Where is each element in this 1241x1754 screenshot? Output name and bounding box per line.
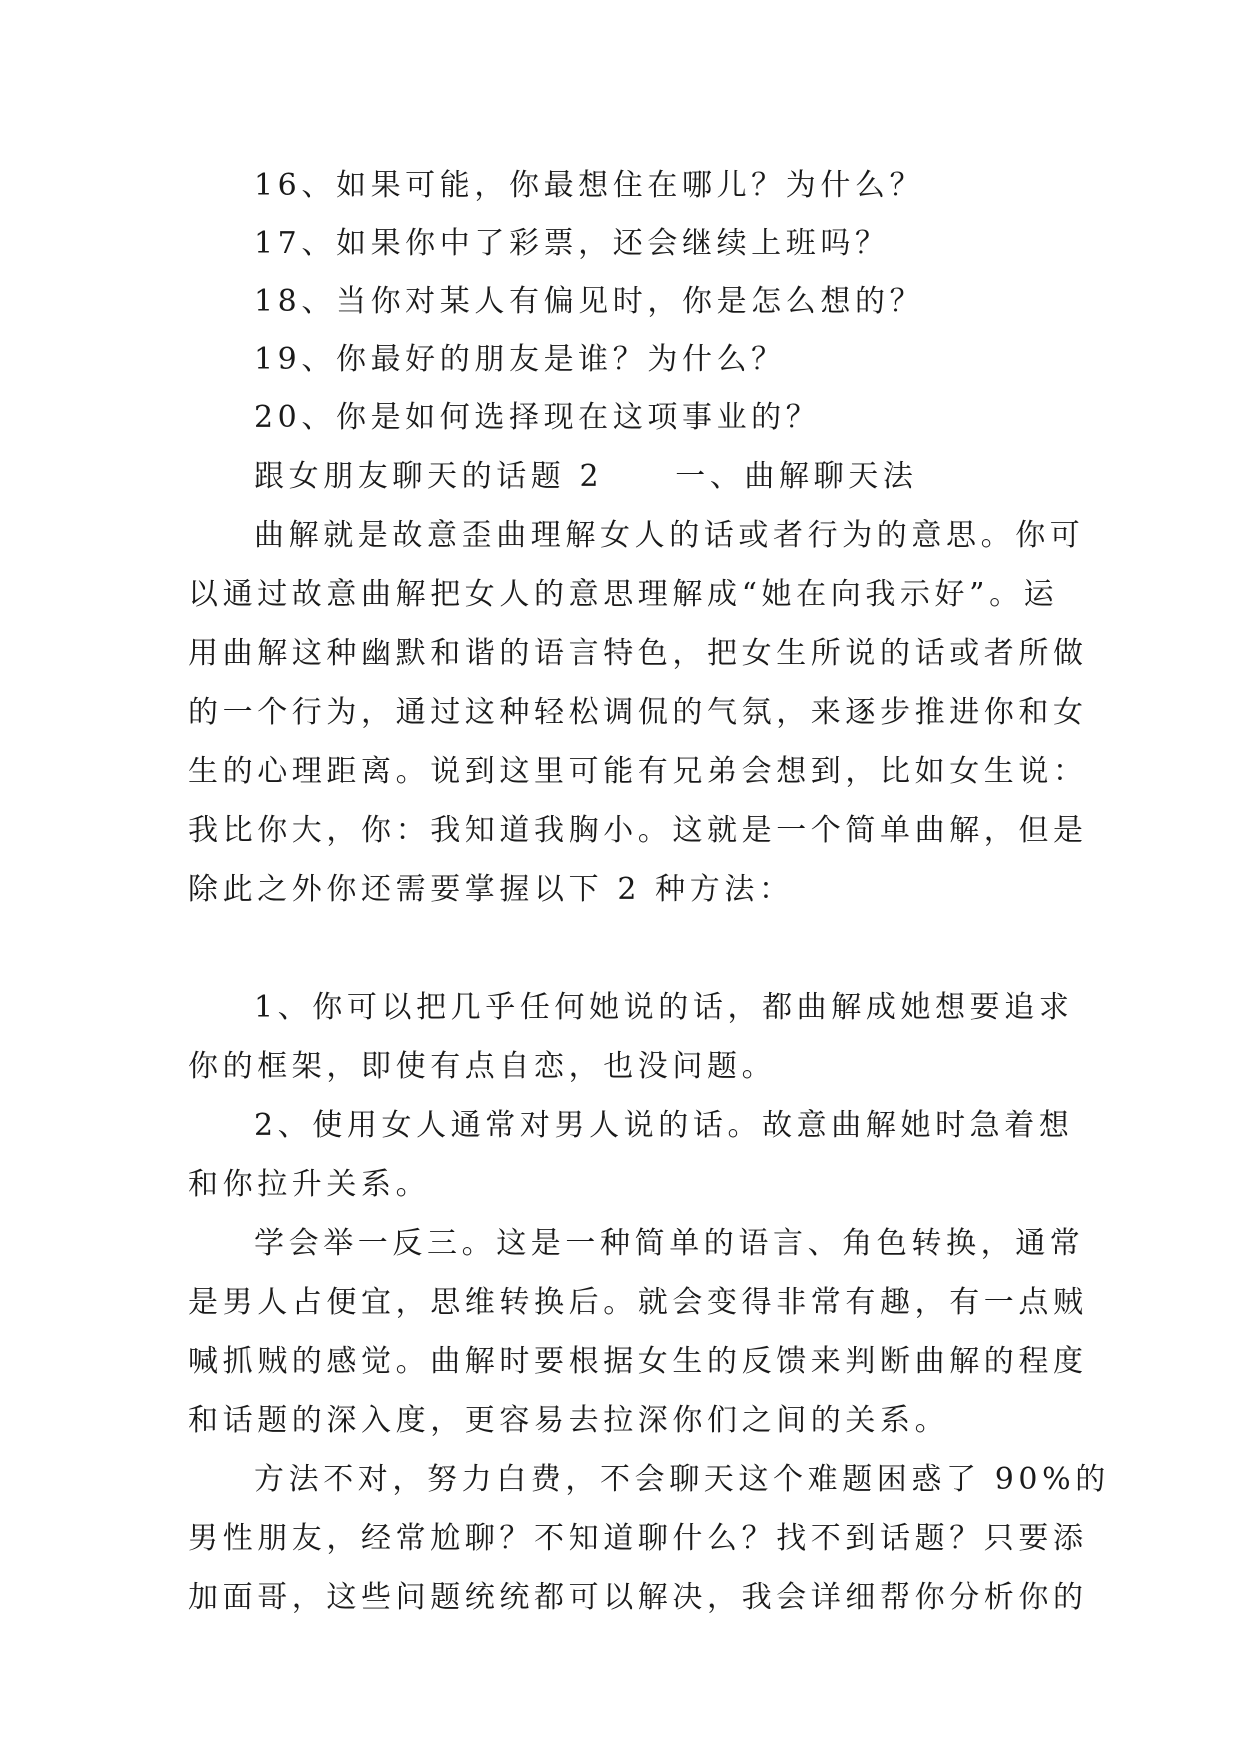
paragraph-line: 以通过故意曲解把女人的意思理解成“她在向我示好”。运 (188, 577, 1059, 612)
paragraph-line: 曲解就是故意歪曲理解女人的话或者行为的意思。你可 (254, 518, 1085, 553)
paragraph-line: 喊抓贼的感觉。曲解时要根据女生的反馈来判断曲解的程度 (188, 1344, 1088, 1379)
paragraph-line: 是男人占便宜，思维转换后。就会变得非常有趣，有一点贼 (188, 1285, 1088, 1320)
paragraph-line: 我比你大，你：我知道我胸小。这就是一个简单曲解，但是 (188, 813, 1088, 848)
paragraph-line: 学会举一反三。这是一种简单的语言、角色转换，通常 (254, 1226, 1085, 1261)
paragraph-line: 你的框架，即使有点自恋，也没问题。 (188, 1049, 777, 1084)
section-heading (254, 457, 917, 497)
paragraph-line: 生的心理距离。说到这里可能有兄弟会想到，比如女生说： (188, 754, 1088, 789)
paragraph-line: 男性朋友，经常尬聊？不知道聊什么？找不到话题？只要添 (188, 1521, 1088, 1556)
list-item: 20、你是如何选择现在这项事业的？ (254, 400, 821, 435)
section-subtitle: 一、曲解聊天法 (675, 459, 918, 494)
list-item: 17、如果你中了彩票，还会继续上班吗？ (254, 226, 890, 261)
paragraph-line: 方法不对，努力白费，不会聊天这个难题困惑了 90%的 (254, 1462, 1110, 1497)
paragraph-line: 和你拉升关系。 (188, 1167, 431, 1202)
paragraph-line: 除此之外你还需要掌握以下 2 种方法： (188, 872, 794, 907)
paragraph-line: 1、你可以把几乎任何她说的话，都曲解成她想要追求 (254, 990, 1074, 1025)
paragraph-line: 用曲解这种幽默和谐的语言特色，把女生所说的话或者所做 (188, 636, 1088, 671)
paragraph-line: 加面哥，这些问题统统都可以解决，我会详细帮你分析你的 (188, 1580, 1088, 1615)
paragraph-line: 2、使用女人通常对男人说的话。故意曲解她时急着想 (254, 1108, 1074, 1143)
section-title: 跟女朋友聊天的话题 2 (254, 459, 604, 494)
list-item: 19、你最好的朋友是谁？为什么？ (254, 342, 786, 377)
list-item: 18、当你对某人有偏见时，你是怎么想的？ (254, 284, 925, 319)
list-item: 16、如果可能，你最想住在哪儿？为什么？ (254, 168, 925, 203)
paragraph-line: 的一个行为，通过这种轻松调侃的气氛，来逐步推进你和女 (188, 695, 1088, 730)
paragraph-line: 和话题的深入度，更容易去拉深你们之间的关系。 (188, 1403, 950, 1438)
